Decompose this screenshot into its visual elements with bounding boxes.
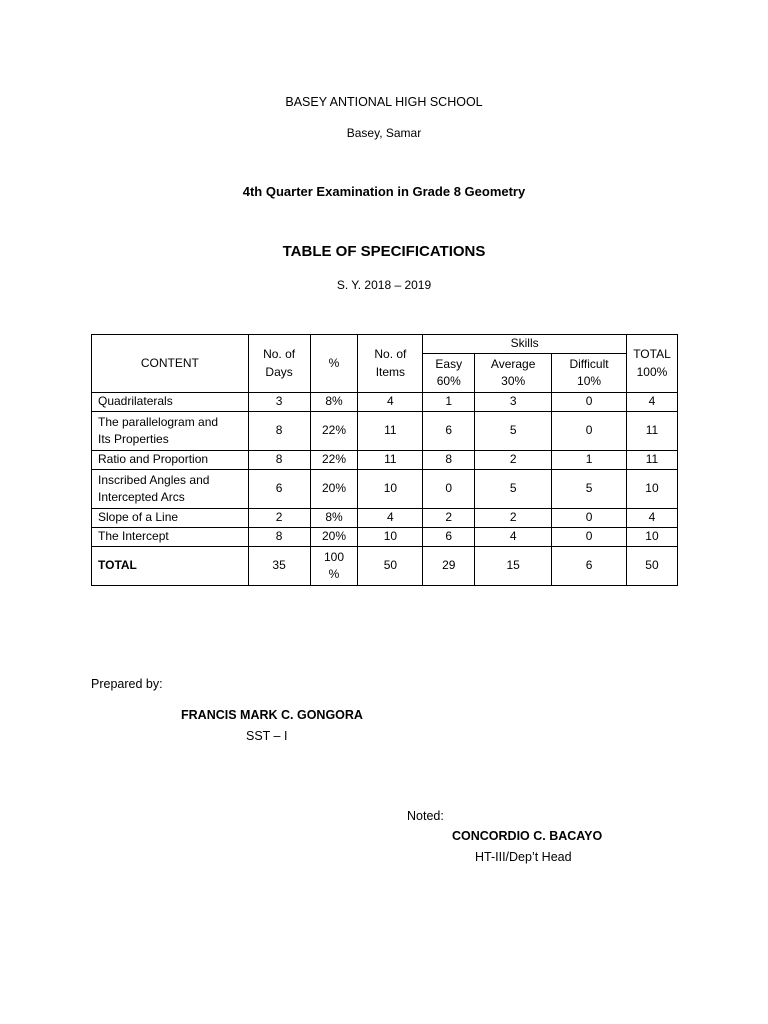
cell-average: 4 xyxy=(475,528,552,547)
school-name: BASEY ANTIONAL HIGH SCHOOL xyxy=(285,95,483,109)
cell-average: 3 xyxy=(475,393,552,412)
school-year: S. Y. 2018 – 2019 xyxy=(336,278,432,292)
specifications-table xyxy=(91,334,678,586)
header-skills: Skills xyxy=(423,335,627,354)
document-title: TABLE OF SPECIFICATIONS xyxy=(282,243,486,260)
noter-position: HT-III/Dep’t Head xyxy=(475,850,572,864)
header-days: No. of Days xyxy=(248,335,310,393)
header-total: TOTAL 100% xyxy=(626,335,677,393)
cell-average: 2 xyxy=(475,451,552,470)
cell-days: 3 xyxy=(248,393,310,412)
cell-percent: 22% xyxy=(310,451,358,470)
noted-label: Noted: xyxy=(407,809,444,823)
cell-days: 8 xyxy=(248,451,310,470)
cell-total: 10 xyxy=(626,528,677,547)
cell-difficult: 1 xyxy=(552,451,627,470)
header-content: CONTENT xyxy=(92,335,249,393)
cell-total: 11 xyxy=(626,451,677,470)
cell-days: 8 xyxy=(248,528,310,547)
cell-content: The Intercept xyxy=(92,528,249,547)
cell-items: 10 xyxy=(358,528,423,547)
cell-content: The parallelogram and Its Properties xyxy=(92,412,249,451)
total-row xyxy=(92,547,678,586)
cell-days: 8 xyxy=(248,412,310,451)
total-total: 50 xyxy=(626,547,677,586)
preparer-position: SST – I xyxy=(246,729,288,743)
cell-average: 5 xyxy=(475,470,552,509)
total-days: 35 xyxy=(248,547,310,586)
cell-days: 2 xyxy=(248,509,310,528)
cell-difficult: 5 xyxy=(552,470,627,509)
preparer-name: FRANCIS MARK C. GONGORA xyxy=(181,708,363,722)
cell-content: Inscribed Angles and Intercepted Arcs xyxy=(92,470,249,509)
cell-easy: 8 xyxy=(423,451,475,470)
exam-title: 4th Quarter Examination in Grade 8 Geometry xyxy=(242,184,526,199)
table-row xyxy=(92,412,678,451)
total-percent: 100 % xyxy=(310,547,358,586)
cell-days: 6 xyxy=(248,470,310,509)
cell-items: 4 xyxy=(358,509,423,528)
total-easy: 29 xyxy=(423,547,475,586)
cell-content: Quadrilaterals xyxy=(92,393,249,412)
total-difficult: 6 xyxy=(552,547,627,586)
total-label: TOTAL xyxy=(92,547,249,586)
noter-name: CONCORDIO C. BACAYO xyxy=(452,829,603,843)
table-row xyxy=(92,451,678,470)
cell-total: 10 xyxy=(626,470,677,509)
header-average: Average 30% xyxy=(475,354,552,393)
table-header-row xyxy=(92,335,678,354)
cell-percent: 8% xyxy=(310,393,358,412)
cell-items: 4 xyxy=(358,393,423,412)
table-row xyxy=(92,470,678,509)
cell-percent: 8% xyxy=(310,509,358,528)
cell-content: Slope of a Line xyxy=(92,509,249,528)
cell-percent: 20% xyxy=(310,528,358,547)
prepared-by-label: Prepared by: xyxy=(91,677,163,691)
cell-percent: 20% xyxy=(310,470,358,509)
header-percent: % xyxy=(310,335,358,393)
school-location: Basey, Samar xyxy=(346,126,422,140)
total-average: 15 xyxy=(475,547,552,586)
header-difficult: Difficult 10% xyxy=(552,354,627,393)
cell-total: 4 xyxy=(626,393,677,412)
cell-difficult: 0 xyxy=(552,528,627,547)
cell-average: 2 xyxy=(475,509,552,528)
header-items: No. of Items xyxy=(358,335,423,393)
cell-easy: 2 xyxy=(423,509,475,528)
header-easy: Easy 60% xyxy=(423,354,475,393)
cell-easy: 1 xyxy=(423,393,475,412)
cell-total: 4 xyxy=(626,509,677,528)
table-row xyxy=(92,528,678,547)
cell-percent: 22% xyxy=(310,412,358,451)
cell-content: Ratio and Proportion xyxy=(92,451,249,470)
table-row xyxy=(92,393,678,412)
cell-items: 10 xyxy=(358,470,423,509)
cell-easy: 6 xyxy=(423,528,475,547)
total-items: 50 xyxy=(358,547,423,586)
cell-total: 11 xyxy=(626,412,677,451)
cell-difficult: 0 xyxy=(552,412,627,451)
cell-easy: 0 xyxy=(423,470,475,509)
cell-items: 11 xyxy=(358,451,423,470)
cell-easy: 6 xyxy=(423,412,475,451)
cell-difficult: 0 xyxy=(552,509,627,528)
cell-average: 5 xyxy=(475,412,552,451)
table-row xyxy=(92,509,678,528)
cell-difficult: 0 xyxy=(552,393,627,412)
cell-items: 11 xyxy=(358,412,423,451)
